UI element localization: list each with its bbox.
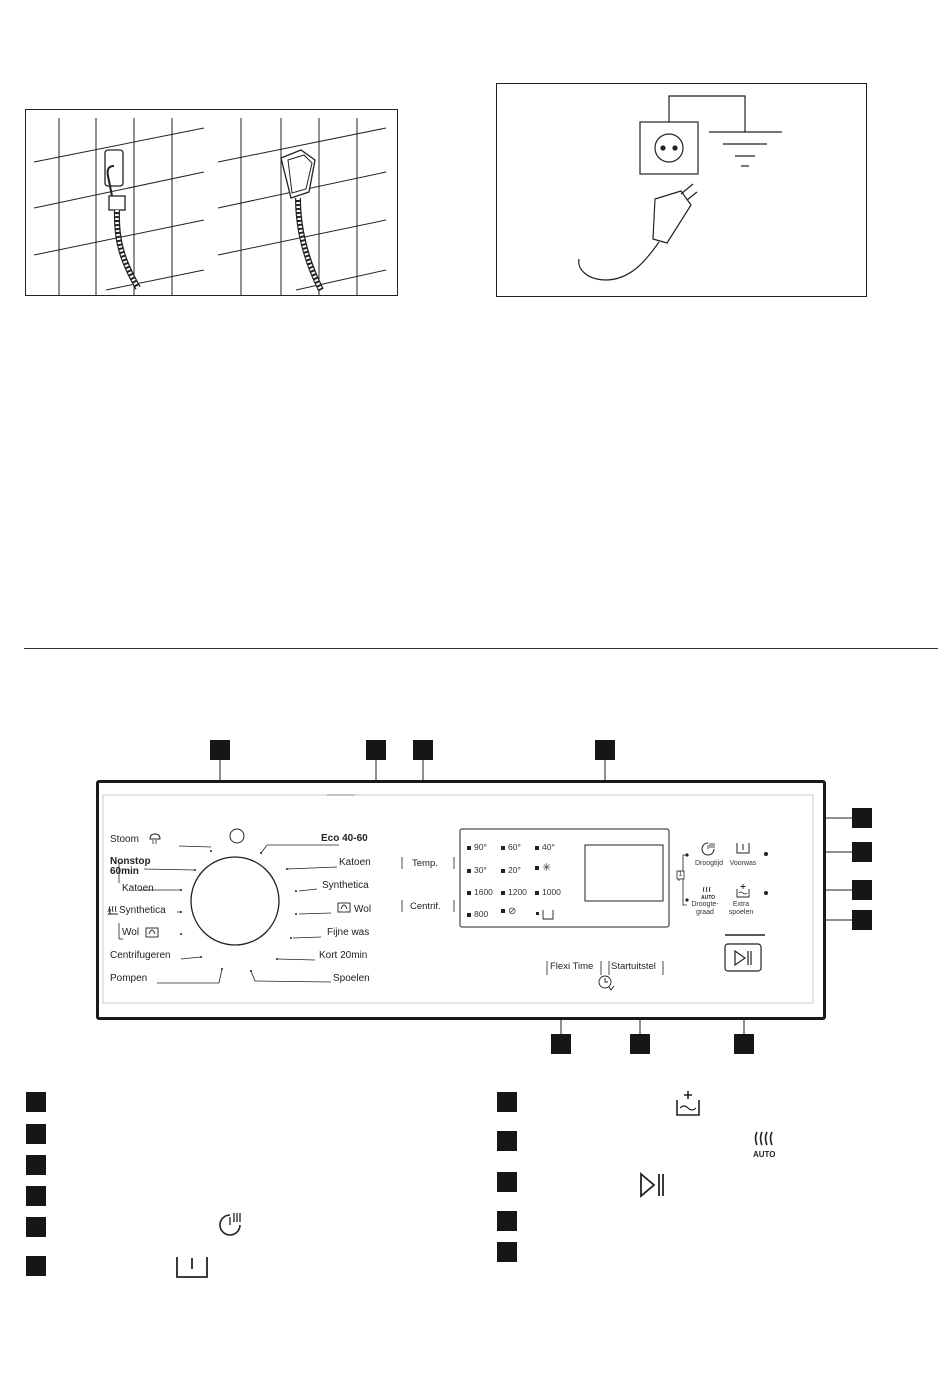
legend-marker (497, 1092, 517, 1112)
extra-rinse-icon (674, 1090, 702, 1118)
program-synthetics: Synthetica (119, 905, 166, 916)
program-60min: 60min (110, 866, 139, 877)
extra-rinse-button[interactable]: Extra spoelen (728, 901, 754, 916)
steam-icon (107, 903, 119, 915)
program-cotton-right: Katoen (339, 857, 371, 868)
legend-marker (497, 1131, 517, 1151)
svg-text:AUTO: AUTO (753, 1150, 776, 1159)
spin-1200: 1200 (501, 888, 527, 896)
legend-marker (26, 1256, 46, 1276)
prewash-button[interactable]: Voorwas (729, 860, 757, 867)
svg-text:AUTO: AUTO (701, 895, 716, 901)
temp-20: 20° (501, 866, 521, 874)
flexi-time-button[interactable]: Flexi Time (550, 961, 594, 972)
no-spin-icon: ⊘ (501, 908, 516, 916)
spin-1000: 1000 (535, 888, 561, 896)
program-steam: Stoom (110, 834, 139, 845)
program-delicates: Fijne was (327, 927, 370, 938)
program-short: Kort 20min (319, 950, 368, 961)
dry-time-button[interactable]: Droogtijd (694, 860, 723, 867)
spin-800: 800 (467, 910, 488, 918)
start-pause-icon (638, 1172, 666, 1198)
prewash-icon (174, 1254, 210, 1280)
legend-marker (497, 1172, 517, 1192)
delay-start-button[interactable]: Startuitstel (611, 961, 656, 972)
prewash-icon (735, 841, 751, 855)
temp-40: 40° (535, 843, 555, 851)
temp-button[interactable]: Temp. (412, 858, 438, 869)
clock-icon (597, 974, 617, 992)
legend-marker (26, 1186, 46, 1206)
legend-marker (26, 1217, 46, 1237)
legend-marker (497, 1242, 517, 1262)
steam-cloud-icon (147, 831, 163, 845)
wool-icon (337, 899, 351, 913)
extra-rinse-icon (735, 883, 751, 899)
steam-icon: ﾀ (107, 907, 112, 917)
rinse-hold-icon (535, 907, 557, 921)
temp-60: 60° (501, 843, 521, 851)
program-eco: Eco 40-60 (321, 833, 368, 844)
spin-1600: 1600 (467, 888, 493, 896)
program-spin: Centrifugeren (110, 950, 171, 961)
program-wool-right: Wol (354, 904, 372, 915)
program-wool: Wol (122, 927, 140, 938)
temp-30: 30° (467, 866, 487, 874)
legend-marker (26, 1155, 46, 1175)
temp-90: 90° (467, 843, 487, 851)
auto-dry-icon (700, 885, 716, 901)
wool-icon (145, 924, 159, 938)
program-nonstop: Nonstop (110, 856, 151, 867)
legend-marker (26, 1092, 46, 1112)
timer-dry-icon (699, 841, 717, 857)
lock-icon: 1 (678, 871, 683, 878)
control-panel (96, 780, 826, 1020)
program-synthetics-right: Synthetica (322, 880, 369, 891)
legend-marker (26, 1124, 46, 1144)
spin-button[interactable]: Centrif. (410, 901, 441, 912)
snowflake-icon: ✳ (535, 864, 551, 872)
auto-dry-icon (750, 1130, 782, 1160)
program-rinse: Spoelen (333, 973, 370, 984)
dry-level-button[interactable]: Droogte- graad (691, 901, 719, 916)
start-pause-icon[interactable] (731, 949, 755, 967)
legend-marker (497, 1211, 517, 1231)
program-cotton: Katoen (122, 883, 154, 894)
program-drain: Pompen (110, 973, 148, 984)
timer-dry-icon (216, 1211, 246, 1239)
